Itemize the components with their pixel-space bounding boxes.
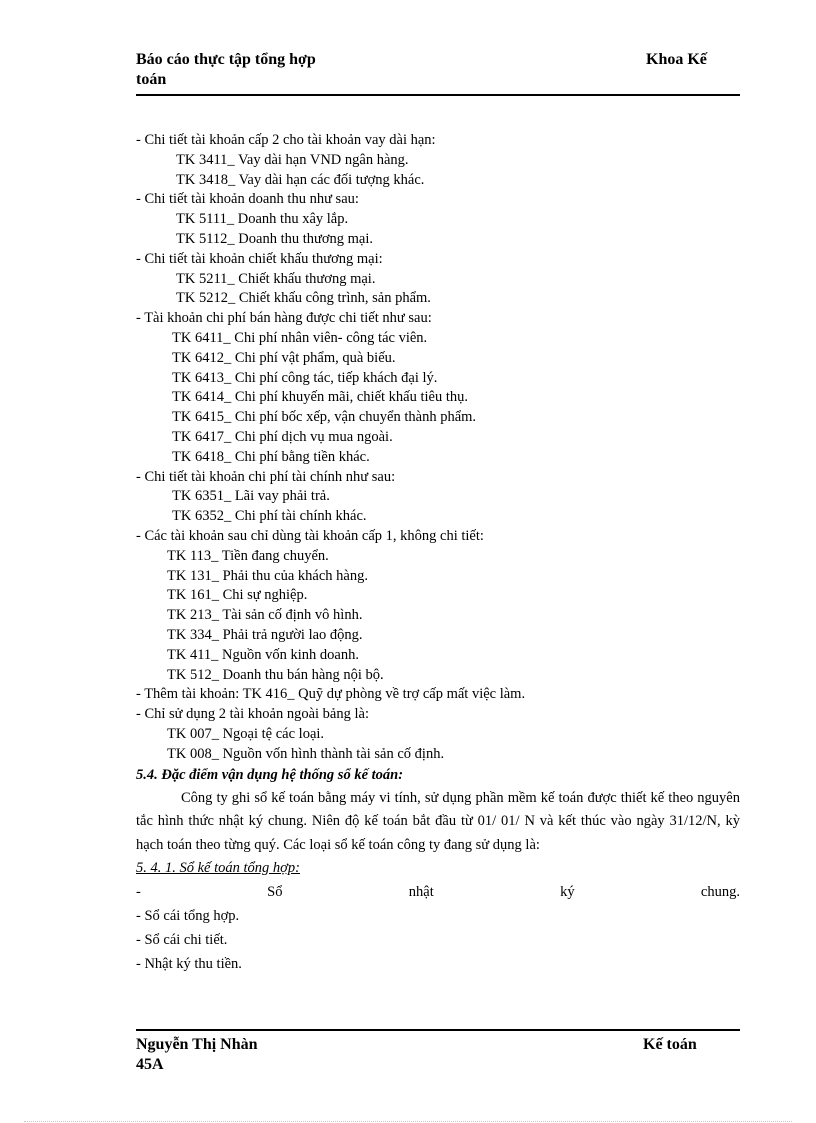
account-item: TK 131_ Phải thu của khách hàng. bbox=[167, 567, 368, 584]
account-item: TK 5212_ Chiết khấu công trình, sản phẩm. bbox=[176, 290, 431, 307]
spread-word: Sổ bbox=[267, 884, 283, 900]
page-footer bbox=[136, 1029, 740, 1073]
account-item: TK 113_ Tiền đang chuyển. bbox=[167, 547, 329, 564]
spread-word: chung. bbox=[700, 884, 740, 900]
subsection-heading: 5. 4. 1. Sổ kế toán tổng hợp: bbox=[136, 860, 300, 876]
spread-word: - bbox=[136, 884, 141, 900]
list-heading: - Chi tiết tài khoản doanh thu như sau: bbox=[136, 191, 359, 208]
account-item: TK 512_ Doanh thu bán hàng nội bộ. bbox=[167, 666, 384, 683]
footer-class: 45A bbox=[136, 1056, 164, 1073]
document-body bbox=[136, 131, 740, 976]
list-heading: - Các tài khoản sau chỉ dùng tài khoản cấp 1, không chi tiết: bbox=[136, 527, 484, 544]
page-header bbox=[136, 50, 740, 96]
body-paragraph: Công ty ghi sổ kế toán bằng máy vi tính, sử dụng phần mềm kế toán được thiết kế theo nguyên tắc hình thức nhật ký chung. Niên độ kế toán bắt đầu từ 01/ 01/ N và kết thúc vào ngày 31/12/N, kỳ hạch toán theo từng quý. Các loại sổ kế toán công ty đang sử dụng là: bbox=[136, 789, 740, 853]
account-item: TK 6415_ Chi phí bốc xếp, vận chuyển thành phẩm. bbox=[172, 409, 477, 426]
account-item: TK 5112_ Doanh thu thương mại. bbox=[176, 230, 374, 247]
account-item: TK 6414_ Chi phí khuyến mãi, chiết khấu tiêu thụ. bbox=[172, 389, 468, 406]
list-heading: - Chi tiết tài khoản cấp 2 cho tài khoản vay dài hạn: bbox=[136, 132, 436, 148]
header-title-continued: toán bbox=[136, 71, 167, 88]
account-item: TK 213_ Tài sản cố định vô hình. bbox=[167, 607, 363, 624]
account-item: TK 6352_ Chi phí tài chính khác. bbox=[172, 508, 367, 525]
account-item: TK 6417_ Chi phí dịch vụ mua ngoài. bbox=[172, 428, 393, 445]
list-heading: - Chi tiết tài khoản chiết khấu thương mại: bbox=[136, 250, 383, 267]
header-department: Khoa Kế bbox=[646, 51, 707, 68]
account-item: TK 007_ Ngoại tệ các loại. bbox=[167, 725, 325, 742]
list-heading: - Chi tiết tài khoản chi phí tài chính như sau: bbox=[136, 468, 396, 485]
list-item: - Sổ cái chi tiết. bbox=[136, 932, 228, 948]
spread-word: nhật bbox=[408, 884, 434, 900]
account-list bbox=[136, 131, 740, 765]
spread-word: ký bbox=[560, 884, 575, 900]
account-item: TK 5111_ Doanh thu xây lắp. bbox=[176, 211, 349, 228]
account-item: TK 6418_ Chi phí bằng tiền khác. bbox=[172, 448, 370, 465]
account-item: TK 411_ Nguồn vốn kinh doanh. bbox=[167, 646, 359, 663]
account-item: TK 6412_ Chi phí vật phẩm, quà biếu. bbox=[172, 349, 396, 366]
page-edge-divider bbox=[24, 1121, 792, 1122]
list-item: - Nhật ký thu tiền. bbox=[136, 956, 242, 972]
account-item: TK 3418_ Vay dài hạn các đối tượng khác. bbox=[176, 171, 425, 188]
spread-line bbox=[136, 880, 740, 904]
list-heading: - Tài khoản chi phí bán hàng được chi tiết như sau: bbox=[136, 310, 432, 327]
header-title: Báo cáo thực tập tổng hợp bbox=[136, 51, 316, 68]
account-item: TK 3411_ Vay dài hạn VND ngân hàng. bbox=[176, 151, 409, 168]
account-item: TK 6411_ Chi phí nhân viên- công tác viên. bbox=[172, 329, 428, 346]
section-heading: 5.4. Đặc điểm vận dụng hệ thống sổ kế toán: bbox=[136, 766, 404, 783]
account-item: TK 334_ Phải trả người lao động. bbox=[167, 626, 363, 643]
account-item: TK 161_ Chi sự nghiệp. bbox=[167, 587, 308, 604]
account-item: TK 6351_ Lãi vay phải trả. bbox=[172, 488, 330, 505]
account-item: TK 008_ Nguồn vốn hình thành tài sản cố định. bbox=[167, 745, 445, 762]
list-heading: - Thêm tài khoản: TK 416_ Quỹ dự phòng về trợ cấp mất việc làm. bbox=[136, 686, 526, 703]
list-item: - Sổ cái tổng hợp. bbox=[136, 908, 240, 924]
account-item: TK 5211_ Chiết khấu thương mại. bbox=[176, 270, 376, 287]
account-item: TK 6413_ Chi phí công tác, tiếp khách đại lý. bbox=[172, 369, 438, 386]
footer-author: Nguyễn Thị Nhàn bbox=[136, 1036, 258, 1053]
list-heading: - Chỉ sử dụng 2 tài khoản ngoài bảng là: bbox=[136, 706, 369, 723]
footer-department: Kế toán bbox=[643, 1036, 697, 1053]
